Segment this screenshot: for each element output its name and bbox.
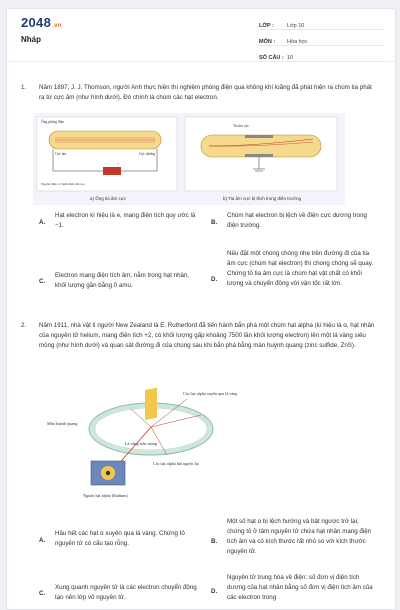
option-text: Hầu hết các hạt α xuyên qua lá vàng. Chứng tỏ nguyên tử có cấu tạo rỗng.: [55, 530, 185, 547]
question-text: Năm 1911, nhà vật lí người New Zealand là E. Rutherford đã tiến hành bắn phá một chùm hạt alpha (kí hiệu là α, hạt nhân của nguyên tử helium, mang điện tích +2, có khối lượng gấp khoảng 7500 lần khối lượng electron) lên một lá vàng siêu mỏng (như hình dưới) và quan sát đường đi của chúng sau khi bắn phá bằng màn huỳnh quang (zinc sulfide, ZnS).: [39, 322, 375, 349]
svg-text:−: −: [105, 161, 108, 166]
rutherford-experiment-diagram: [47, 385, 237, 511]
question-number: 2.: [21, 322, 27, 329]
figure-caption-a: a) Ống tia âm cực: [89, 196, 127, 201]
option-c[interactable]: [39, 583, 199, 609]
option-d[interactable]: [211, 249, 387, 311]
option-a[interactable]: [39, 211, 199, 241]
question-count-label: SỐ CÂU :: [259, 55, 284, 61]
label-anode: Cực dương: [139, 152, 156, 156]
question-text: Năm 1897, J. J. Thomson, người Anh thực hiện thí nghiệm phóng điện qua không khí loãng đã phát hiện ra chùm tia phát ra từ cực âm (như hình dưới). Đó chính là chùm các hạt electron.: [39, 84, 372, 101]
label-gold-foil: Lá vàng siêu mỏng: [125, 441, 157, 446]
option-b[interactable]: [211, 211, 387, 241]
option-b[interactable]: [211, 517, 387, 569]
option-text: Nếu đặt một chong chóng nhẹ trên đường đi của tia âm cực (chùm hạt electron) thì chong chóng sẽ quay. Chứng tỏ tia âm cực là chùm hạt vật chất có khối lượng và chuyển động với vận tốc rất lớn.: [227, 250, 374, 287]
grade-label: LỚP :: [259, 23, 274, 29]
cathode-ray-figure: [33, 113, 345, 205]
label-discharge-tube: Ống phóng điện: [41, 120, 65, 124]
label-alpha-source: Nguồn hạt alpha (Radium): [83, 493, 128, 498]
option-letter: C.: [39, 590, 46, 597]
question-number: 1.: [21, 84, 27, 91]
label-power-source: Nguồn điện có hiệu điện thế cao: [41, 182, 85, 186]
site-logo[interactable]: 2048.vn: [21, 15, 62, 30]
rutherford-figure: [47, 385, 237, 511]
option-d[interactable]: [211, 573, 387, 609]
option-letter: B.: [211, 538, 218, 545]
question-count-value: 10: [287, 55, 294, 61]
option-text: Một số hạt α bị lệch hướng và bật ngược trở lại, chứng tỏ ở tâm nguyên tử chứa hạt nhân mang điện tích âm và có kích thước rất nhỏ so với kích thước nguyên tử.: [227, 518, 372, 555]
option-text: Nguyên tử trung hòa về điện: số đơn vị điện tích dương của hạt nhân bằng số đơn vị điện tích âm của các electron trong: [227, 574, 373, 601]
subject-label: MÔN :: [259, 39, 276, 45]
option-c[interactable]: [39, 271, 199, 301]
option-text: Electron mang điện tích âm, nằm trong hạt nhân, khối lượng gần bằng 0 amu.: [55, 272, 190, 289]
figure-caption-b: b) Tia âm cực bị lệch trong điện trường: [222, 196, 301, 201]
label-alpha-deflect: Các hạt alpha bật ngược lại: [153, 461, 199, 466]
label-fluorescent-screen: Màn huỳnh quang: [47, 421, 78, 426]
grade-value: Lớp 10: [287, 23, 305, 29]
exam-meta: [259, 17, 385, 65]
page-header: [7, 9, 395, 62]
option-letter: D.: [211, 276, 218, 283]
option-text: Chùm hạt electron bị lệch về điện cực dương trong điện trường.: [227, 212, 367, 229]
option-text: Hạt electron kí hiệu là e, mang điện tích quy ước là −1.: [55, 212, 196, 229]
subject-value: Hóa học: [287, 39, 308, 45]
option-letter: D.: [211, 588, 218, 595]
label-cathode: Cực âm: [55, 152, 67, 156]
option-text: Xung quanh nguyên tử là các electron chuyển động tạo nên lớp vỏ nguyên tử.: [55, 584, 197, 601]
page-subtitle: Nháp: [21, 35, 41, 44]
label-cathode-ray: Tia âm cực: [233, 124, 249, 128]
label-alpha-through: Các hạt alpha xuyên qua lá vàng: [183, 391, 237, 396]
option-letter: B.: [211, 219, 218, 226]
exam-sheet: [6, 8, 396, 610]
cathode-ray-tube-diagram: [33, 113, 345, 195]
option-letter: A.: [39, 537, 46, 544]
option-letter: A.: [39, 219, 46, 226]
option-a[interactable]: [39, 529, 199, 559]
svg-text:+: +: [117, 161, 120, 166]
option-letter: C.: [39, 278, 46, 285]
